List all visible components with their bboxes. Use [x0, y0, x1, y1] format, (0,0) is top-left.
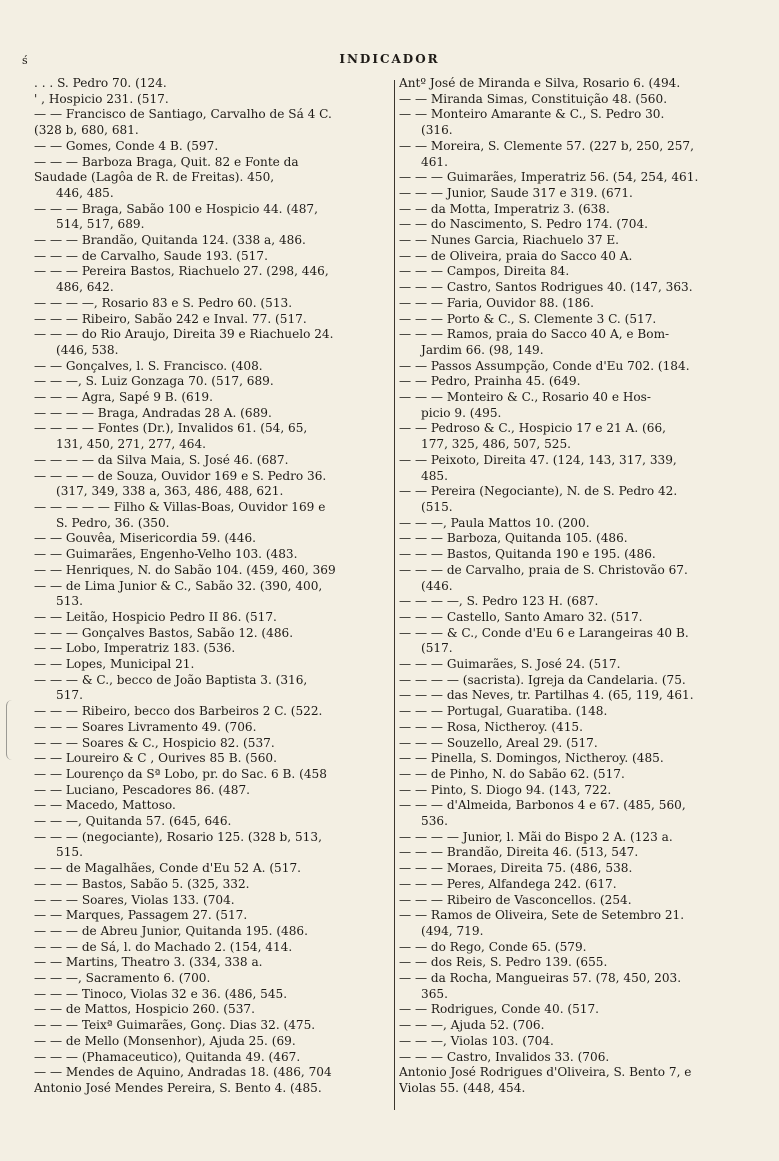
directory-entry: — — —, S. Luiz Gonzaga 70. (517, 689. [34, 374, 274, 389]
directory-entry: — — — & C., Conde d'Eu 6 e Larangeiras 40 B. [399, 625, 689, 640]
directory-entry: — — — d'Almeida, Barbonos 4 e 67. (485, 560, [399, 798, 686, 813]
directory-entry: — — — Teixª Guimarães, Gonç. Dias 32. (475. [34, 1018, 316, 1033]
directory-entry: — — Pinella, S. Domingos, Nictheroy. (485. [399, 751, 664, 766]
directory-entry: (317, 349, 338 a, 363, 486, 488, 621. [56, 484, 284, 499]
directory-entry: — — da Rocha, Mangueiras 57. (78, 450, 203. [399, 971, 682, 986]
directory-entry: — — — Ribeiro, Sabão 242 e Inval. 77. (517. [34, 311, 307, 326]
directory-entry: — — — — de Souza, Ouvidor 169 e S. Pedro 36. [34, 468, 327, 483]
directory-entry: Violas 55. (448, 454. [399, 1081, 526, 1095]
directory-entry: — — —, Quitanda 57. (645, 646. [34, 814, 232, 829]
directory-entry: — — Martins, Theatro 3. (334, 338 a. [34, 955, 263, 970]
left-column [34, 76, 392, 1097]
directory-entry: — — — Ribeiro, becco dos Barbeiros 2 C. (522. [34, 704, 323, 719]
directory-entry: — — — Gonçalves Bastos, Sabão 12. (486. [34, 625, 294, 640]
directory-entry: — — Pedroso & C., Hospicio 17 e 21 A. (66, [399, 421, 666, 436]
directory-entry: — — — (Phamaceutico), Quitanda 49. (467. [34, 1049, 301, 1064]
directory-entry: Saudade (Lagôa de R. de Freitas). 450, [34, 170, 275, 185]
directory-entry: — — da Motta, Imperatriz 3. (638. [399, 201, 610, 216]
directory-entry: Antº José de Miranda e Silva, Rosario 6. (494. [399, 76, 681, 90]
directory-entry: — — de Mattos, Hospicio 260. (537. [34, 1002, 255, 1017]
directory-entry: — — — do Rio Araujo, Direita 39 e Riachuelo 24. [34, 327, 334, 342]
directory-entry: — — Passos Assumpção, Conde d'Eu 702. (184. [399, 358, 690, 373]
directory-entry: — — Monteiro Amarante & C., S. Pedro 30. [399, 107, 665, 122]
directory-entry: 514, 517, 689. [56, 217, 145, 232]
directory-entry: — — — Peres, Alfandega 242. (617. [399, 876, 617, 891]
directory-entry: — — Moreira, S. Clemente 57. (227 b, 250, 257, [399, 138, 694, 153]
directory-entry: — — — Barboza Braga, Quit. 82 e Fonte da [34, 154, 299, 169]
directory-entry: . . . S. Pedro 70. (124. [34, 76, 167, 90]
directory-entry: Jardim 66. (98, 149. [421, 342, 544, 357]
directory-entry: — — — Ramos, praia do Sacco 40 A, e Bom- [399, 327, 670, 342]
directory-entry: — — — —, S. Pedro 123 H. (687. [399, 594, 599, 609]
directory-entry: — — de Pinho, N. do Sabão 62. (517. [399, 766, 625, 781]
directory-entry: (446. [421, 578, 453, 593]
directory-entry: — — — de Sá, l. do Machado 2. (154, 414. [34, 939, 293, 954]
directory-entry: — — Lobo, Imperatriz 183. (536. [34, 641, 236, 656]
directory-entry: — — — Junior, Saude 317 e 319. (671. [399, 185, 633, 200]
directory-entry: 517. [56, 688, 83, 703]
directory-entry: — — — Castro, Invalidos 33. (706. [399, 1049, 610, 1064]
directory-entry: — — do Rego, Conde 65. (579. [399, 939, 587, 954]
directory-entry: — — — Bastos, Sabão 5. (325, 332. [34, 876, 250, 891]
directory-entry: — — Peixoto, Direita 47. (124, 143, 317, 339, [399, 452, 677, 467]
column-divider [394, 80, 395, 1110]
directory-entry: — — — Braga, Sabão 100 e Hospicio 44. (487, [34, 201, 318, 216]
directory-entry: 177, 325, 486, 507, 525. [421, 437, 572, 452]
directory-entry: — — — — Fontes (Dr.), Invalidos 61. (54, 65, [34, 421, 308, 436]
directory-entry: — — — Guimarães, S. José 24. (517. [399, 657, 621, 672]
directory-entry: — — — Portugal, Guaratiba. (148. [399, 704, 608, 719]
directory-entry: S. Pedro, 36. (350. [56, 515, 170, 530]
directory-entry: — — Nunes Garcia, Riachuelo 37 E. [399, 233, 620, 248]
directory-entry: 131, 450, 271, 277, 464. [56, 437, 207, 452]
directory-entry: 485. [421, 468, 448, 483]
directory-entry: — — — Rosa, Nictheroy. (415. [399, 719, 583, 734]
directory-entry: — — Gouvêa, Misericordia 59. (446. [34, 531, 256, 546]
margin-bracket-mark [6, 700, 19, 760]
directory-entry: — — Luciano, Pescadores 86. (487. [34, 782, 250, 797]
directory-entry: — — — de Abreu Junior, Quitanda 195. (486. [34, 923, 308, 938]
directory-entry: — — —, Sacramento 6. (700. [34, 971, 211, 986]
directory-entry: 486, 642. [56, 280, 114, 295]
directory-entry: — — — — Junior, l. Mãi do Bispo 2 A. (123 a. [399, 829, 673, 844]
directory-entry: — — Marques, Passagem 27. (517. [34, 908, 248, 923]
directory-entry: — — — — (sacrista). Igreja da Candelaria. (75. [399, 672, 686, 687]
directory-entry: — — de Magalhães, Conde d'Eu 52 A. (517. [34, 861, 301, 876]
directory-entry: (316. [421, 123, 453, 138]
directory-entry: — — — de Carvalho, Saude 193. (517. [34, 248, 268, 263]
directory-entry: — — Rodrigues, Conde 40. (517. [399, 1002, 600, 1017]
directory-entry: — — — Brandão, Quitanda 124. (338 a, 486. [34, 233, 306, 248]
directory-entry: — — Guimarães, Engenho-Velho 103. (483. [34, 547, 298, 562]
directory-entry: — — —, Violas 103. (704. [399, 1033, 554, 1048]
directory-entry: — — Pinto, S. Diogo 94. (143, 722. [399, 782, 612, 797]
directory-entry: — — Gomes, Conde 4 B. (597. [34, 138, 219, 153]
directory-entry: 446, 485. [56, 185, 114, 200]
directory-entry: — — — Soares Livramento 49. (706. [34, 719, 257, 734]
page-header: INDICADOR [339, 52, 440, 66]
directory-entry: — — Henriques, N. do Sabão 104. (459, 460, 369 [34, 562, 336, 577]
directory-entry: 515. [56, 845, 83, 860]
directory-entry: — — Pereira (Negociante), N. de S. Pedro 42. [399, 484, 678, 499]
directory-entry: — — Pedro, Prainha 45. (649. [399, 374, 581, 389]
directory-entry: — — de Mello (Monsenhor), Ajuda 25. (69. [34, 1033, 296, 1048]
directory-entry: (517. [421, 641, 453, 656]
directory-entry: — — do Nascimento, S. Pedro 174. (704. [399, 217, 648, 232]
directory-entry: — — — — Braga, Andradas 28 A. (689. [34, 405, 272, 420]
directory-entry: — — Miranda Simas, Constituição 48. (560. [399, 91, 668, 106]
directory-entry: (515. [421, 499, 453, 514]
directory-entry: — — — Souzello, Areal 29. (517. [399, 735, 598, 750]
directory-entry: — — — Monteiro & C., Rosario 40 e Hos- [399, 390, 651, 405]
directory-entry: 365. [421, 986, 448, 1001]
directory-entry: — — — & C., becco de João Baptista 3. (316, [34, 672, 308, 687]
directory-entry: — — de Oliveira, praia do Sacco 40 A. [399, 248, 633, 263]
directory-entry: — — — Soares, Violas 133. (704. [34, 892, 235, 907]
directory-entry: — — Gonçalves, l. S. Francisco. (408. [34, 358, 263, 373]
directory-entry: — — — das Neves, tr. Partilhas 4. (65, 119, 461. [399, 688, 694, 703]
directory-entry: — — —, Ajuda 52. (706. [399, 1018, 545, 1033]
right-column [399, 76, 769, 1097]
directory-entry: — — — Soares & C., Hospicio 82. (537. [34, 735, 275, 750]
page-mark: ś [22, 54, 28, 67]
directory-entry: — — dos Reis, S. Pedro 139. (655. [399, 955, 608, 970]
directory-entry: — — — Porto & C., S. Clemente 3 C. (517. [399, 311, 657, 326]
directory-entry: — — — Campos, Direita 84. [399, 264, 570, 279]
directory-entry: — — — Tinoco, Violas 32 e 36. (486, 545. [34, 986, 288, 1001]
directory-entry: — — Leitão, Hospicio Pedro II 86. (517. [34, 609, 277, 624]
directory-entry: — — — — da Silva Maia, S. José 46. (687. [34, 452, 289, 467]
directory-entry: ' , Hospicio 231. (517. [34, 91, 169, 106]
directory-entry: — — — Bastos, Quitanda 190 e 195. (486. [399, 547, 656, 562]
directory-entry: — — Lopes, Municipal 21. [34, 657, 195, 672]
directory-entry: — — — Faria, Ouvidor 88. (186. [399, 295, 594, 310]
directory-entry: — — de Lima Junior & C., Sabão 32. (390, 400, [34, 578, 323, 593]
directory-entry: — — — Guimarães, Imperatriz 56. (54, 254, 461. [399, 170, 699, 185]
directory-entry: — — — Ribeiro de Vasconcellos. (254. [399, 892, 632, 907]
directory-entry: Antonio José Rodrigues d'Oliveira, S. Bento 7, e [399, 1065, 692, 1080]
directory-entry: — — — Brandão, Direita 46. (513, 547. [399, 845, 639, 860]
directory-entry: 536. [421, 814, 448, 829]
directory-entry: — — — de Carvalho, praia de S. Christovão 67. [399, 562, 688, 577]
directory-entry: — — Lourenço da Sª Lobo, pr. do Sac. 6 B. (458 [34, 766, 327, 781]
directory-entry: — — — —, Rosario 83 e S. Pedro 60. (513. [34, 295, 293, 310]
directory-entry: — — Mendes de Aquino, Andradas 18. (486, 704 [34, 1065, 332, 1080]
directory-entry: — — — Castello, Santo Amaro 32. (517. [399, 609, 643, 624]
directory-entry: (446, 538. [56, 342, 119, 357]
directory-entry: (328 b, 680, 681. [34, 123, 139, 138]
directory-entry: 461. [421, 154, 448, 169]
directory-entry: (494, 719. [421, 923, 484, 938]
directory-entry: — — — (negociante), Rosario 125. (328 b, 513, [34, 829, 322, 844]
directory-entry: — — —, Paula Mattos 10. (200. [399, 515, 590, 530]
directory-entry: — — Francisco de Santiago, Carvalho de Sá 4 C. [34, 107, 332, 122]
directory-entry: — — — Barboza, Quitanda 105. (486. [399, 531, 628, 546]
directory-entry: — — — Castro, Santos Rodrigues 40. (147, 363. [399, 280, 693, 295]
directory-entry: — — — — — Filho & Villas-Boas, Ouvidor 169 e [34, 499, 326, 514]
directory-entry: picio 9. (495. [421, 405, 502, 420]
directory-entry: 513. [56, 594, 83, 609]
directory-entry: — — Macedo, Mattoso. [34, 798, 176, 813]
directory-entry: — — Ramos de Oliveira, Sete de Setembro 21. [399, 908, 685, 923]
directory-entry: — — — Moraes, Direita 75. (486, 538. [399, 861, 633, 876]
directory-entry: — — — Agra, Sapé 9 B. (619. [34, 390, 213, 405]
directory-entry: — — — Pereira Bastos, Riachuelo 27. (298, 446, [34, 264, 329, 279]
directory-entry: Antonio José Mendes Pereira, S. Bento 4. (485. [34, 1081, 322, 1095]
directory-entry: — — Loureiro & C , Ourives 85 B. (560. [34, 751, 277, 766]
